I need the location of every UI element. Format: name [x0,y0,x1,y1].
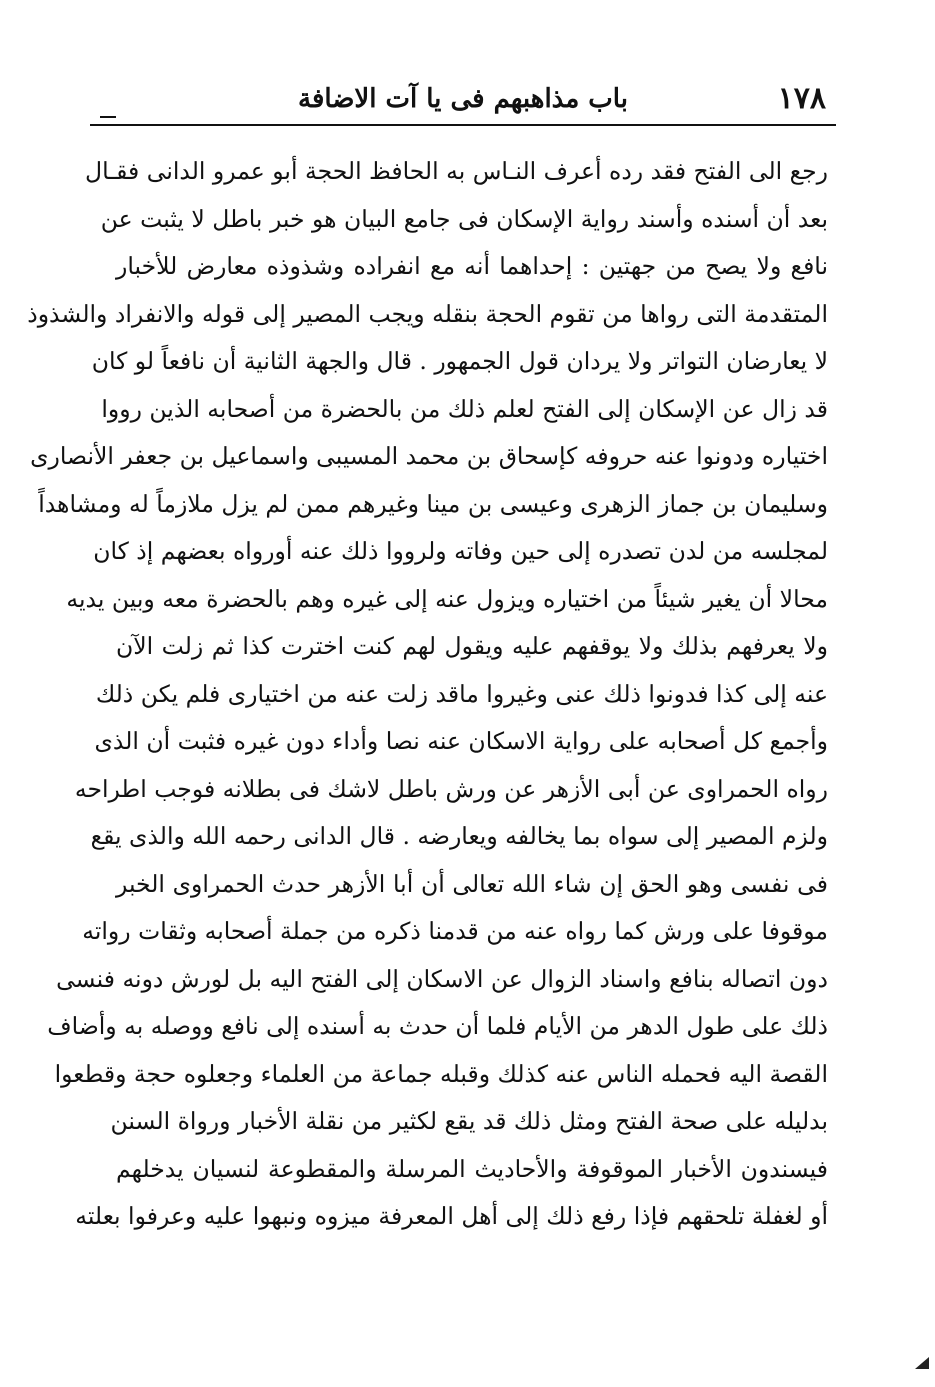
margin-dash [100,116,116,118]
text-line: وسليمان بن جماز الزهرى وعيسى بن مينا وغيرهم ممن لم يزل ملازماً له ومشاهداً [38,489,828,518]
text-line: فيسندون الأخبار الموقوفة والأحاديث المرسلة والمقطوعة لنسيان يدخلهم [116,1154,828,1183]
text-line: اختياره ودونوا عنه حروفه كإسحاق بن محمد المسيبى واسماعيل بن جعفر الأنصارى [30,442,828,470]
text-line: فى نفسى وهو الحق إن شاء الله تعالى أن أبا الأزهر حدث الحمراوى الخبر [116,869,828,898]
text-line: ولا يعرفهم بذلك ولا يوقفهم عليه ويقول لهم كنت اخترت كذا ثم زلت الآن [116,632,828,660]
text-line: عنه إلى كذا فدونوا ذلك عنى وغيروا ماقد زلت عنه من اختيارى فلم يكن ذلك [95,679,828,708]
text-line: القصة اليه فحمله الناس عنه كذلك وقبله جماعة من العلماء وجعلوه حجة وقطعوا [54,1059,828,1088]
text-line: أو لغفلة تلحقهم فإذا رفع ذلك إلى أهل المعرفة ميزوه ونبهوا عليه وعرفوا بعلته [75,1202,828,1230]
running-title: باب مذاهبهم فى يا آت الاضافة [298,84,628,114]
text-line: نافع ولا يصح من جهتين : إحداهما أنه مع انفراده وشذوذه معارض للأخبار [116,252,828,280]
text-line: رجع الى الفتح فقد رده أعرف النـاس به الحافظ الحجة أبو عمرو الدانى فقـال [85,157,828,185]
text-line: بعد أن أسنده وأسند رواية الإسكان فى جامع البيان هو خبر باطل لا يثبت عن [100,204,828,233]
text-line: لا يعارضان التواتر ولا يردان قول الجمهور . قال والجهة الثانية أن نافعاً لو كان [91,347,828,375]
body-text [27,148,828,1241]
text-line: ذلك على طول الدهر من الأيام فلما أن حدث به أسنده إلى نافع ووصله به وأضاف [47,1012,828,1040]
text-line: لمجلسه من لدن تصدره إلى حين وفاته ولرووا ذلك عنه أورواه بعضهم إذ كان [93,537,828,565]
text-line: قد زال عن الإسكان إلى الفتح لعلم ذلك من بالحضرة من أصحابه الذين رووا [101,394,828,423]
text-line: بدليله على صحة الفتح ومثل ذلك قد يقع لكثير من نقلة الأخبار ورواة السنن [110,1107,828,1135]
text-line: رواه الحمراوى عن أبى الأزهر عن ورش باطل لاشك فى بطلانه فوجب اطراحه [74,774,828,803]
page-number: ١٧٨ [777,81,826,116]
text-line: موقوفا على ورش كما رواه عنه من قدمنا ذكره من جملة أصحابه وثقات رواته [82,917,828,945]
text-line: دون اتصاله بنافع واسناد الزوال عن الاسكان إلى الفتح اليه بل لورش دونه فنسى [56,964,828,993]
corner-fold-mark [915,1357,929,1369]
text-line: المتقدمة التى رواها من تقوم الحجة بنقله ويجب المصير إلى قوله والانفراد والشذوذ [27,299,828,328]
page-header [100,78,826,122]
header-rule [90,124,836,126]
text-line: وأجمع كل أصحابه على رواية الاسكان عنه نصا وأداء دون غيره فثبت أن الذى [94,727,828,755]
text-line: محالا أن يغير شيئاً من اختياره ويزول عنه إلى غيره وهم بالحضرة معه وبين يديه [66,584,828,613]
text-line: ولزم المصير إلى سواه بما يخالفه ويعارضه . قال الدانى رحمه الله والذى يقع [90,822,828,850]
